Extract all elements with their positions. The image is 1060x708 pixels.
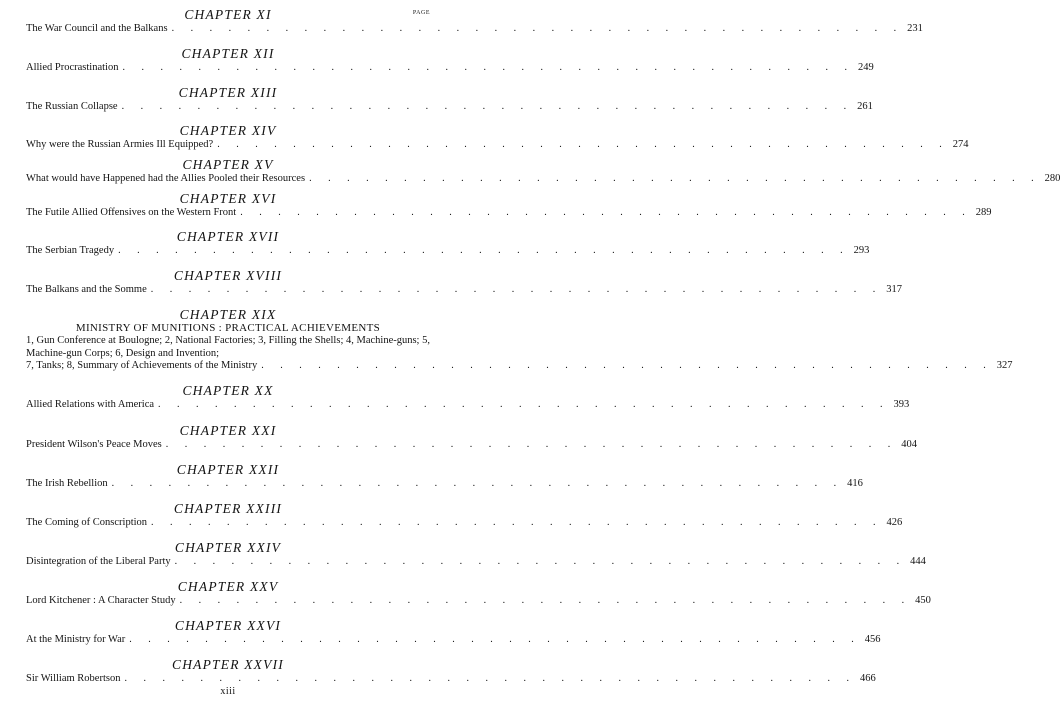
chapter-title: Why were the Russian Armies Ill Equipped?: [26, 139, 214, 150]
dot-leader: . . . . . . . . . . . . . . . . . . . . . . . . . . . . . . . . . . . . . . .: [261, 360, 993, 371]
page-number: 317: [886, 284, 902, 295]
dot-leader: . . . . . . . . . . . . . . . . . . . . . . . . . . . . . . . . . . . . . . .: [158, 399, 890, 410]
dot-leader: . . . . . . . . . . . . . . . . . . . . . . . . . . . . . . . . . . . . . . .: [240, 207, 972, 218]
dot-leader: . . . . . . . . . . . . . . . . . . . . . . . . . . . . . . . . . . . . . . .: [121, 101, 854, 112]
toc-row: [26, 672, 876, 686]
toc-row: [26, 438, 917, 452]
page-number: 404: [901, 439, 917, 450]
dot-leader: . . . . . . . . . . . . . . . . . . . . . . . . . . . . . . . . . . . . . . .: [122, 62, 854, 73]
dot-leader: . . . . . . . . . . . . . . . . . . . . . . . . . . . . . . . . . . . . . . .: [111, 478, 844, 489]
toc-row: [26, 138, 969, 152]
chapter-heading: CHAPTER XXIII: [173, 501, 283, 516]
toc-entry: [26, 307, 1013, 383]
table-of-contents: [26, 7, 1060, 696]
chapter-heading: CHAPTER XIX: [179, 307, 277, 322]
toc-row: [26, 555, 926, 569]
chapter-title: What would have Happened had the Allies Pooled their Resources: [26, 173, 306, 184]
page-number: 289: [975, 207, 992, 218]
chapter-heading: CHAPTER XXVII: [172, 657, 284, 672]
dot-leader: . . . . . . . . . . . . . . . . . . . . . . . . . . . . . . . . . . . . . . .: [129, 634, 861, 645]
chapter-title: Lord Kitchener : A Character Study: [26, 595, 176, 606]
dot-leader: . . . . . . . . . . . . . . . . . . . . . . . . . . . . . . . . . . . . . . .: [151, 517, 883, 528]
toc-entry: [26, 85, 873, 123]
chapter-title: Sir William Robertson: [26, 673, 121, 684]
toc-entry: [26, 268, 902, 307]
page-number: 280: [1044, 173, 1060, 184]
page-number: 249: [857, 62, 874, 73]
toc-row: [26, 61, 874, 75]
toc-entry: [26, 191, 992, 229]
chapter-title: The Coming of Conscription: [26, 517, 148, 528]
chapter-title: The Futile Allied Offensives on the Western Front: [26, 207, 237, 218]
page-number: 426: [886, 517, 903, 528]
chapter-heading: CHAPTER XX: [182, 383, 274, 398]
chapter-heading: CHAPTER XII: [181, 46, 275, 61]
toc-entry: [26, 540, 926, 579]
page-number: 444: [910, 556, 926, 567]
page-number: 327: [996, 360, 1013, 371]
page-number: 466: [859, 673, 876, 684]
chapter-heading: CHAPTER XXV: [177, 579, 279, 594]
toc-entry: [26, 123, 969, 157]
chapter-heading: CHAPTER XVII: [176, 229, 280, 244]
toc-entry: [26, 383, 910, 423]
chapter-heading: CHAPTER XI: [184, 7, 272, 22]
dot-leader: . . . . . . . . . . . . . . . . . . . . . . . . . . . . . . . . . . . . . . .: [118, 245, 850, 256]
dot-leader: . . . . . . . . . . . . . . . . . . . . . . . . . . . . . . . . . . . . . . .: [309, 173, 1041, 184]
chapter-title: Allied Procrastination: [26, 62, 119, 73]
chapter-heading: CHAPTER XXII: [176, 462, 280, 477]
chapter-heading: CHAPTER XXIV: [174, 540, 282, 555]
toc-entry: [26, 46, 874, 85]
chapter-heading: CHAPTER XVI: [179, 191, 277, 206]
page-number: 416: [847, 478, 863, 489]
dot-leader: . . . . . . . . . . . . . . . . . . . . . . . . . . . . . . . . . . . . . . .: [217, 139, 949, 150]
chapter-title: The War Council and the Balkans: [26, 23, 168, 34]
dot-leader: . . . . . . . . . . . . . . . . . . . . . . . . . . . . . . . . . . . . . . .: [179, 595, 912, 606]
toc-entry: [26, 229, 870, 268]
chapter-subtitle: MINISTRY OF MUNITIONS : PRACTICAL ACHIEVEMENTS: [75, 322, 381, 334]
toc-row: [26, 172, 1060, 186]
chapter-heading: CHAPTER XIII: [178, 85, 278, 100]
toc-row: [26, 244, 870, 258]
toc-entry: [26, 423, 917, 462]
chapter-title: The Irish Rebellion: [26, 478, 108, 489]
chapter-title: The Serbian Tragedy: [26, 245, 115, 256]
toc-entry: [26, 7, 923, 46]
dot-leader: . . . . . . . . . . . . . . . . . . . . . . . . . . . . . . . . . . . . . . .: [174, 556, 907, 567]
toc-entry: [26, 462, 863, 501]
toc-entry: [26, 618, 881, 657]
chapter-description-end: 7, Tanks; 8, Summary of Achievements of the Ministry: [26, 360, 258, 371]
chapter-title: The Balkans and the Somme: [26, 284, 147, 295]
page-number: 231: [907, 23, 923, 34]
page-column-label: PAGE: [412, 10, 430, 16]
chapter-description: 1, Gun Conference at Boulogne; 2, National Factories; 3, Filling the Shells; 4, Machine-guns; 5, Machine-gun Corps; 6, Design and Invention;: [26, 335, 430, 359]
chapter-heading: CHAPTER XXI: [179, 423, 277, 438]
folio-number: xiii: [220, 686, 236, 697]
toc-row: [26, 206, 992, 220]
toc-row: [26, 516, 903, 530]
toc-row: [26, 22, 923, 36]
dot-leader: . . . . . . . . . . . . . . . . . . . . . . . . . . . . . . . . . . . . . . .: [165, 439, 898, 450]
chapter-heading: CHAPTER XIV: [179, 123, 277, 138]
toc-entry: [26, 157, 1060, 191]
chapter-title: Allied Relations with America: [26, 399, 155, 410]
chapter-title: Disintegration of the Liberal Party: [26, 556, 171, 567]
chapter-heading: CHAPTER XVIII: [173, 268, 283, 283]
page-number: 293: [853, 245, 870, 256]
page-number: 274: [952, 139, 969, 150]
toc-row: [26, 360, 1013, 373]
toc-row: [26, 398, 910, 412]
page-number: 456: [864, 634, 881, 645]
chapter-heading: CHAPTER XXVI: [174, 618, 282, 633]
dot-leader: . . . . . . . . . . . . . . . . . . . . . . . . . . . . . . . . . . . . . . .: [150, 284, 883, 295]
toc-entry: [26, 579, 931, 618]
toc-row: [26, 633, 881, 647]
chapter-title: President Wilson's Peace Moves: [26, 439, 162, 450]
chapter-title: The Russian Collapse: [26, 101, 118, 112]
toc-row: [26, 477, 863, 491]
dot-leader: . . . . . . . . . . . . . . . . . . . . . . . . . . . . . . . . . . . . . . .: [124, 673, 856, 684]
toc-row: [26, 100, 873, 114]
page-number: 393: [893, 399, 910, 410]
chapter-heading: CHAPTER XV: [182, 157, 274, 172]
toc-row: [26, 283, 902, 297]
page-number: 261: [857, 101, 873, 112]
page-number: 450: [915, 595, 931, 606]
toc-row: [26, 594, 931, 608]
dot-leader: . . . . . . . . . . . . . . . . . . . . . . . . . . . . . . . . . . . . . . .: [171, 23, 904, 34]
toc-entry: [26, 501, 903, 540]
chapter-title: At the Ministry for War: [26, 634, 126, 645]
